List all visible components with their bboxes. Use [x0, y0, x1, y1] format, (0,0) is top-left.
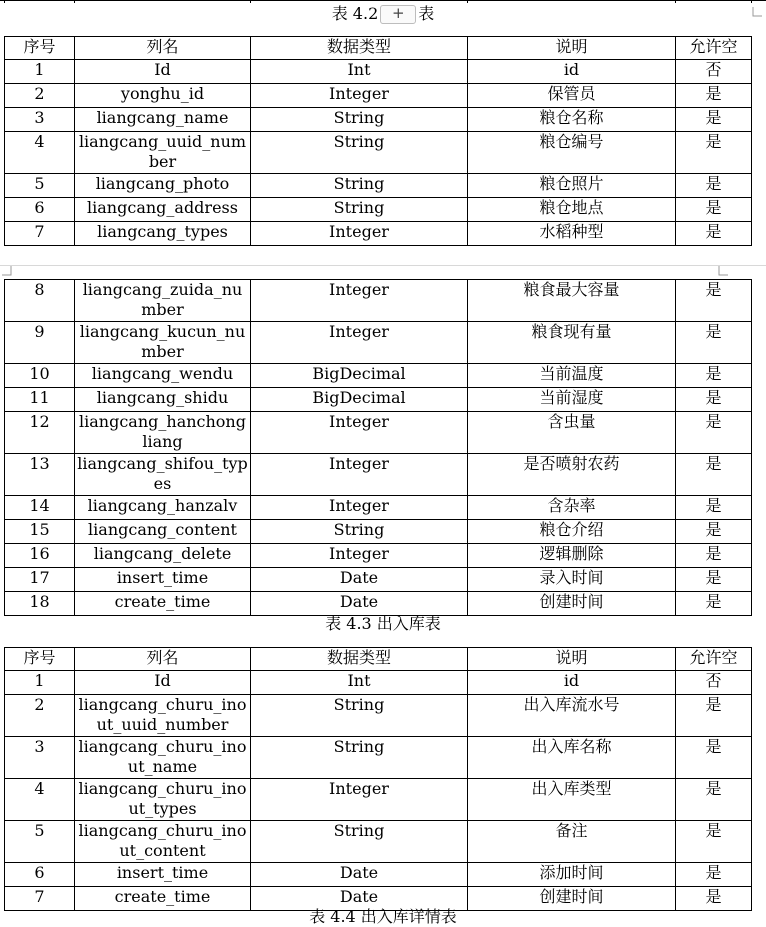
- corner-mark-icon: [718, 266, 728, 276]
- cell-column-name: create_time: [75, 887, 251, 911]
- cell-row-number: 12: [5, 412, 75, 454]
- cell-nullable: 是: [676, 222, 752, 246]
- cell-description: 当前湿度: [468, 388, 676, 412]
- table-4-2-caption: 表 4.2 + 表: [331, 4, 435, 23]
- cell-row-number: 17: [5, 568, 75, 592]
- cell-nullable: 是: [676, 695, 752, 737]
- cell-column-name: liangcang_wendu: [75, 364, 251, 388]
- cell-row-number: 2: [5, 695, 75, 737]
- cell-data-type: Date: [251, 887, 468, 911]
- cell-description: 创建时间: [468, 887, 676, 911]
- cell-row-number: 7: [5, 887, 75, 911]
- cell-row-number: 14: [5, 496, 75, 520]
- grain-table-part2: [4, 279, 752, 616]
- cell-nullable: 是: [676, 132, 752, 174]
- inout-table: [4, 647, 752, 911]
- cell-row-number: 15: [5, 520, 75, 544]
- cell-data-type: Date: [251, 863, 468, 887]
- cell-column-name: liangcang_hanchongliang: [75, 412, 251, 454]
- cell-column-name: liangcang_types: [75, 222, 251, 246]
- cell-data-type: String: [251, 520, 468, 544]
- cell-data-type: Integer: [251, 222, 468, 246]
- cell-data-type: Integer: [251, 496, 468, 520]
- cell-column-name: Id: [75, 60, 251, 84]
- table-row: [5, 544, 752, 568]
- table-row: [5, 695, 752, 737]
- cell-data-type: String: [251, 198, 468, 222]
- cell-description: 粮食最大容量: [468, 280, 676, 322]
- cell-row-number: 5: [5, 174, 75, 198]
- cell-row-number: 10: [5, 364, 75, 388]
- insert-row-button[interactable]: +: [380, 5, 416, 24]
- cell-nullable: 是: [676, 887, 752, 911]
- cell-data-type: Integer: [251, 84, 468, 108]
- cell-row-number: 7: [5, 222, 75, 246]
- cell-row-number: 1: [5, 60, 75, 84]
- cell-data-type: String: [251, 174, 468, 198]
- cell-column-name: liangcang_kucun_number: [75, 322, 251, 364]
- cell-column-name: liangcang_churu_inout_types: [75, 779, 251, 821]
- cell-description: 出入库类型: [468, 779, 676, 821]
- cell-description: 粮仓编号: [468, 132, 676, 174]
- cell-description: 添加时间: [468, 863, 676, 887]
- header-cell: 列名: [75, 37, 251, 60]
- cell-description: 粮仓介绍: [468, 520, 676, 544]
- header-cell: 序号: [5, 37, 75, 60]
- table-row: [5, 412, 752, 454]
- cell-row-number: 18: [5, 592, 75, 616]
- cell-column-name: liangcang_churu_inout_uuid_number: [75, 695, 251, 737]
- cell-column-name: liangcang_photo: [75, 174, 251, 198]
- cell-nullable: 是: [676, 412, 752, 454]
- cell-description: 保管员: [468, 84, 676, 108]
- page-break-line: [0, 265, 766, 266]
- cell-data-type: BigDecimal: [251, 388, 468, 412]
- cell-row-number: 9: [5, 322, 75, 364]
- header-row: [5, 37, 752, 60]
- cell-row-number: 4: [5, 132, 75, 174]
- cell-row-number: 3: [5, 737, 75, 779]
- cell-data-type: BigDecimal: [251, 364, 468, 388]
- cell-data-type: Integer: [251, 544, 468, 568]
- cell-column-name: insert_time: [75, 568, 251, 592]
- cell-nullable: 是: [676, 174, 752, 198]
- cell-description: 出入库名称: [468, 737, 676, 779]
- cell-data-type: Int: [251, 671, 468, 695]
- table-row: [5, 364, 752, 388]
- header-cell: 序号: [5, 648, 75, 671]
- cell-column-name: liangcang_name: [75, 108, 251, 132]
- cell-data-type: Int: [251, 60, 468, 84]
- table-row: [5, 322, 752, 364]
- table-row: [5, 108, 752, 132]
- cell-nullable: 是: [676, 364, 752, 388]
- table-row: [5, 863, 752, 887]
- cell-column-name: liangcang_shifou_types: [75, 454, 251, 496]
- cell-row-number: 4: [5, 779, 75, 821]
- cell-data-type: String: [251, 695, 468, 737]
- cell-row-number: 1: [5, 671, 75, 695]
- cell-data-type: Date: [251, 568, 468, 592]
- cell-nullable: 是: [676, 322, 752, 364]
- cell-row-number: 3: [5, 108, 75, 132]
- cell-nullable: 是: [676, 737, 752, 779]
- cell-nullable: 是: [676, 520, 752, 544]
- cell-data-type: String: [251, 132, 468, 174]
- cell-row-number: 2: [5, 84, 75, 108]
- cell-row-number: 11: [5, 388, 75, 412]
- cell-description: 含杂率: [468, 496, 676, 520]
- cell-data-type: Integer: [251, 779, 468, 821]
- cell-nullable: 是: [676, 568, 752, 592]
- cell-nullable: 是: [676, 280, 752, 322]
- table-row: [5, 671, 752, 695]
- cell-nullable: 否: [676, 60, 752, 84]
- table-row: [5, 520, 752, 544]
- cell-data-type: Integer: [251, 454, 468, 496]
- cell-column-name: create_time: [75, 592, 251, 616]
- table-row: [5, 60, 752, 84]
- cell-data-type: String: [251, 821, 468, 863]
- cell-row-number: 16: [5, 544, 75, 568]
- table-row: [5, 454, 752, 496]
- cell-data-type: String: [251, 108, 468, 132]
- cell-data-type: String: [251, 737, 468, 779]
- cell-data-type: Integer: [251, 412, 468, 454]
- table-row: [5, 592, 752, 616]
- table-row: [5, 84, 752, 108]
- cell-nullable: 是: [676, 198, 752, 222]
- header-cell: 允许空: [676, 648, 752, 671]
- table-row: [5, 821, 752, 863]
- cell-nullable: 是: [676, 821, 752, 863]
- cell-nullable: 是: [676, 544, 752, 568]
- header-cell: 列名: [75, 648, 251, 671]
- cell-description: 备注: [468, 821, 676, 863]
- cell-description: id: [468, 60, 676, 84]
- cell-column-name: Id: [75, 671, 251, 695]
- cell-nullable: 否: [676, 671, 752, 695]
- cell-description: 当前温度: [468, 364, 676, 388]
- cell-description: 出入库流水号: [468, 695, 676, 737]
- cell-description: 粮食现有量: [468, 322, 676, 364]
- cell-nullable: 是: [676, 388, 752, 412]
- cell-column-name: liangcang_zuida_number: [75, 280, 251, 322]
- cell-nullable: 是: [676, 779, 752, 821]
- cell-column-name: liangcang_churu_inout_content: [75, 821, 251, 863]
- cell-description: 是否喷射农药: [468, 454, 676, 496]
- header-row: [5, 648, 752, 671]
- header-cell: 说明: [468, 37, 676, 60]
- table-row: [5, 568, 752, 592]
- header-cell: 说明: [468, 648, 676, 671]
- cell-column-name: liangcang_shidu: [75, 388, 251, 412]
- cell-row-number: 13: [5, 454, 75, 496]
- cell-data-type: Date: [251, 592, 468, 616]
- cell-column-name: liangcang_hanzalv: [75, 496, 251, 520]
- table-row: [5, 737, 752, 779]
- cell-column-name: yonghu_id: [75, 84, 251, 108]
- cell-nullable: 是: [676, 592, 752, 616]
- cell-description: 粮仓地点: [468, 198, 676, 222]
- table-row: [5, 132, 752, 174]
- cell-data-type: Integer: [251, 322, 468, 364]
- table-row: [5, 496, 752, 520]
- cell-description: 录入时间: [468, 568, 676, 592]
- cell-row-number: 6: [5, 863, 75, 887]
- table-row: [5, 174, 752, 198]
- cell-description: 水稻种型: [468, 222, 676, 246]
- corner-mark-icon: [2, 266, 12, 276]
- cell-nullable: 是: [676, 84, 752, 108]
- cell-column-name: liangcang_address: [75, 198, 251, 222]
- cell-description: id: [468, 671, 676, 695]
- header-cell: 数据类型: [251, 648, 468, 671]
- cell-data-type: Integer: [251, 280, 468, 322]
- cell-nullable: 是: [676, 863, 752, 887]
- cell-column-name: liangcang_content: [75, 520, 251, 544]
- cell-description: 创建时间: [468, 592, 676, 616]
- cell-description: 粮仓名称: [468, 108, 676, 132]
- table-row: [5, 779, 752, 821]
- table-4-4-caption: 表 4.4 出入库详情表: [309, 907, 457, 926]
- cell-description: 粮仓照片: [468, 174, 676, 198]
- cell-column-name: liangcang_delete: [75, 544, 251, 568]
- cell-nullable: 是: [676, 496, 752, 520]
- table-row: [5, 280, 752, 322]
- cell-column-name: liangcang_uuid_number: [75, 132, 251, 174]
- grain-table-part1: [4, 36, 752, 246]
- cell-column-name: insert_time: [75, 863, 251, 887]
- cell-nullable: 是: [676, 108, 752, 132]
- table-row: [5, 222, 752, 246]
- table-4-3-caption: 表 4.3 出入库表: [325, 614, 441, 633]
- cell-row-number: 6: [5, 198, 75, 222]
- table-row: [5, 388, 752, 412]
- cell-description: 逻辑删除: [468, 544, 676, 568]
- cell-description: 含虫量: [468, 412, 676, 454]
- table-row: [5, 198, 752, 222]
- cell-column-name: liangcang_churu_inout_name: [75, 737, 251, 779]
- cell-row-number: 8: [5, 280, 75, 322]
- cell-row-number: 5: [5, 821, 75, 863]
- cell-nullable: 是: [676, 454, 752, 496]
- previous-table-bottom-border: [0, 0, 766, 1]
- header-cell: 数据类型: [251, 37, 468, 60]
- header-cell: 允许空: [676, 37, 752, 60]
